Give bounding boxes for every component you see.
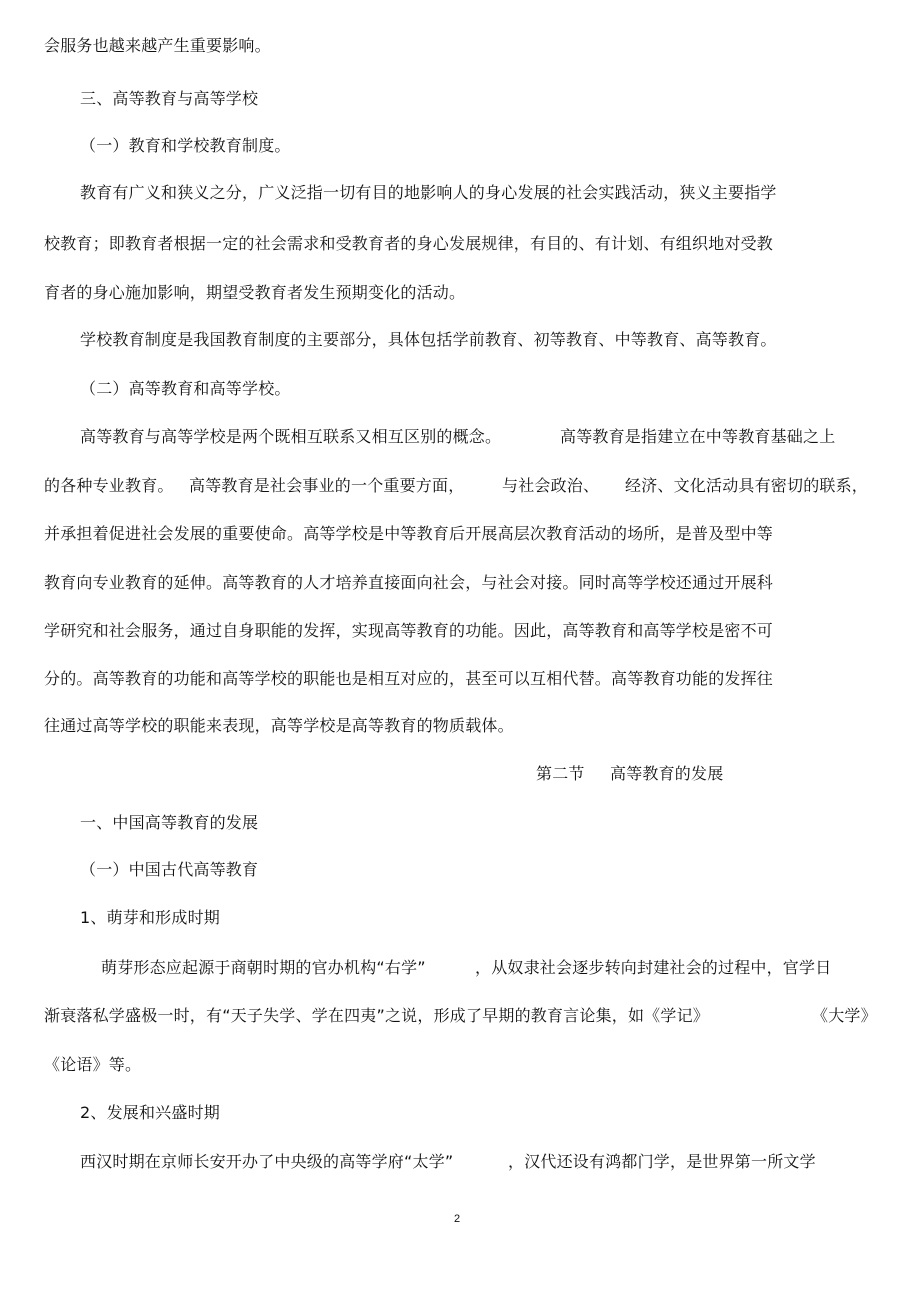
body-text-line: 会服务也越来越产生重要影响。 bbox=[44, 36, 271, 55]
body-text-line: 高等教育是指建立在中等教育基础之上 bbox=[560, 427, 836, 446]
section-heading: 三、高等教育与高等学校 bbox=[80, 89, 259, 108]
body-text-line: 与社会政治、 bbox=[502, 476, 600, 495]
body-text-line: 往通过高等学校的职能来表现，高等学校是高等教育的物质载体。 bbox=[44, 716, 514, 735]
body-text-line: ，从奴隶社会逐步转向封建社会的过程中，官学日 bbox=[475, 958, 832, 977]
body-text-line: 经济、文化活动具有密切的联系， bbox=[625, 476, 869, 495]
page-number: 2 bbox=[454, 1213, 461, 1225]
body-text-line: 学校教育制度是我国教育制度的主要部分，具体包括学前教育、初等教育、中等教育、高等教育。 bbox=[80, 330, 777, 349]
numbered-heading: 2、发展和兴盛时期 bbox=[80, 1103, 220, 1122]
subsection-heading: （一）教育和学校教育制度。 bbox=[80, 136, 291, 155]
chapter-section-title: 高等教育的发展 bbox=[610, 764, 724, 783]
body-text-line: 渐衰落私学盛极一时，有“天子失学、学在四夷”之说，形成了早期的教育言论集，如《学记》 bbox=[44, 1006, 709, 1025]
body-text-line: 校教育；即教育者根据一定的社会需求和受教育者的身心发展规律，有目的、有计划、有组织地对受教 bbox=[44, 234, 774, 253]
body-text-line: 学研究和社会服务，通过自身职能的发挥，实现高等教育的功能。因此，高等教育和高等学校是密不可 bbox=[44, 621, 774, 640]
body-text-line: 《大学》 bbox=[812, 1006, 877, 1025]
section-heading: 一、中国高等教育的发展 bbox=[80, 813, 259, 832]
subsection-heading: （二）高等教育和高等学校。 bbox=[80, 379, 291, 398]
body-text-line: 萌芽形态应起源于商朝时期的官办机构“右学” bbox=[101, 958, 426, 977]
body-text-line: 育者的身心施加影响，期望受教育者发生预期变化的活动。 bbox=[44, 283, 466, 302]
body-text-line: 高等教育与高等学校是两个既相互联系又相互区别的概念。 bbox=[80, 427, 502, 446]
body-text-line: 高等教育是社会事业的一个重要方面， bbox=[189, 476, 465, 495]
body-text-line: ，汉代还设有鸿都门学，是世界第一所文学 bbox=[508, 1152, 816, 1171]
body-text-line: 分的。高等教育的功能和高等学校的职能也是相互对应的，甚至可以互相代替。高等教育功能的发挥往 bbox=[44, 669, 774, 688]
body-text-line: 《论语》等。 bbox=[44, 1055, 142, 1074]
body-text-line: 并承担着促进社会发展的重要使命。高等学校是中等教育后开展高层次教育活动的场所，是普及型中等 bbox=[44, 524, 774, 543]
body-text-line: 西汉时期在京师长安开办了中央级的高等学府“太学” bbox=[80, 1152, 454, 1171]
subsection-heading: （一）中国古代高等教育 bbox=[80, 860, 259, 879]
body-text-line: 的各种专业教育。 bbox=[44, 476, 174, 495]
body-text-line: 教育向专业教育的延伸。高等教育的人才培养直接面向社会，与社会对接。同时高等学校还通过开展科 bbox=[44, 573, 774, 592]
body-text-line: 教育有广义和狭义之分，广义泛指一切有目的地影响人的身心发展的社会实践活动，狭义主要指学 bbox=[80, 183, 777, 202]
chapter-section-label: 第二节 bbox=[536, 764, 585, 783]
numbered-heading: 1、萌芽和形成时期 bbox=[80, 908, 220, 927]
